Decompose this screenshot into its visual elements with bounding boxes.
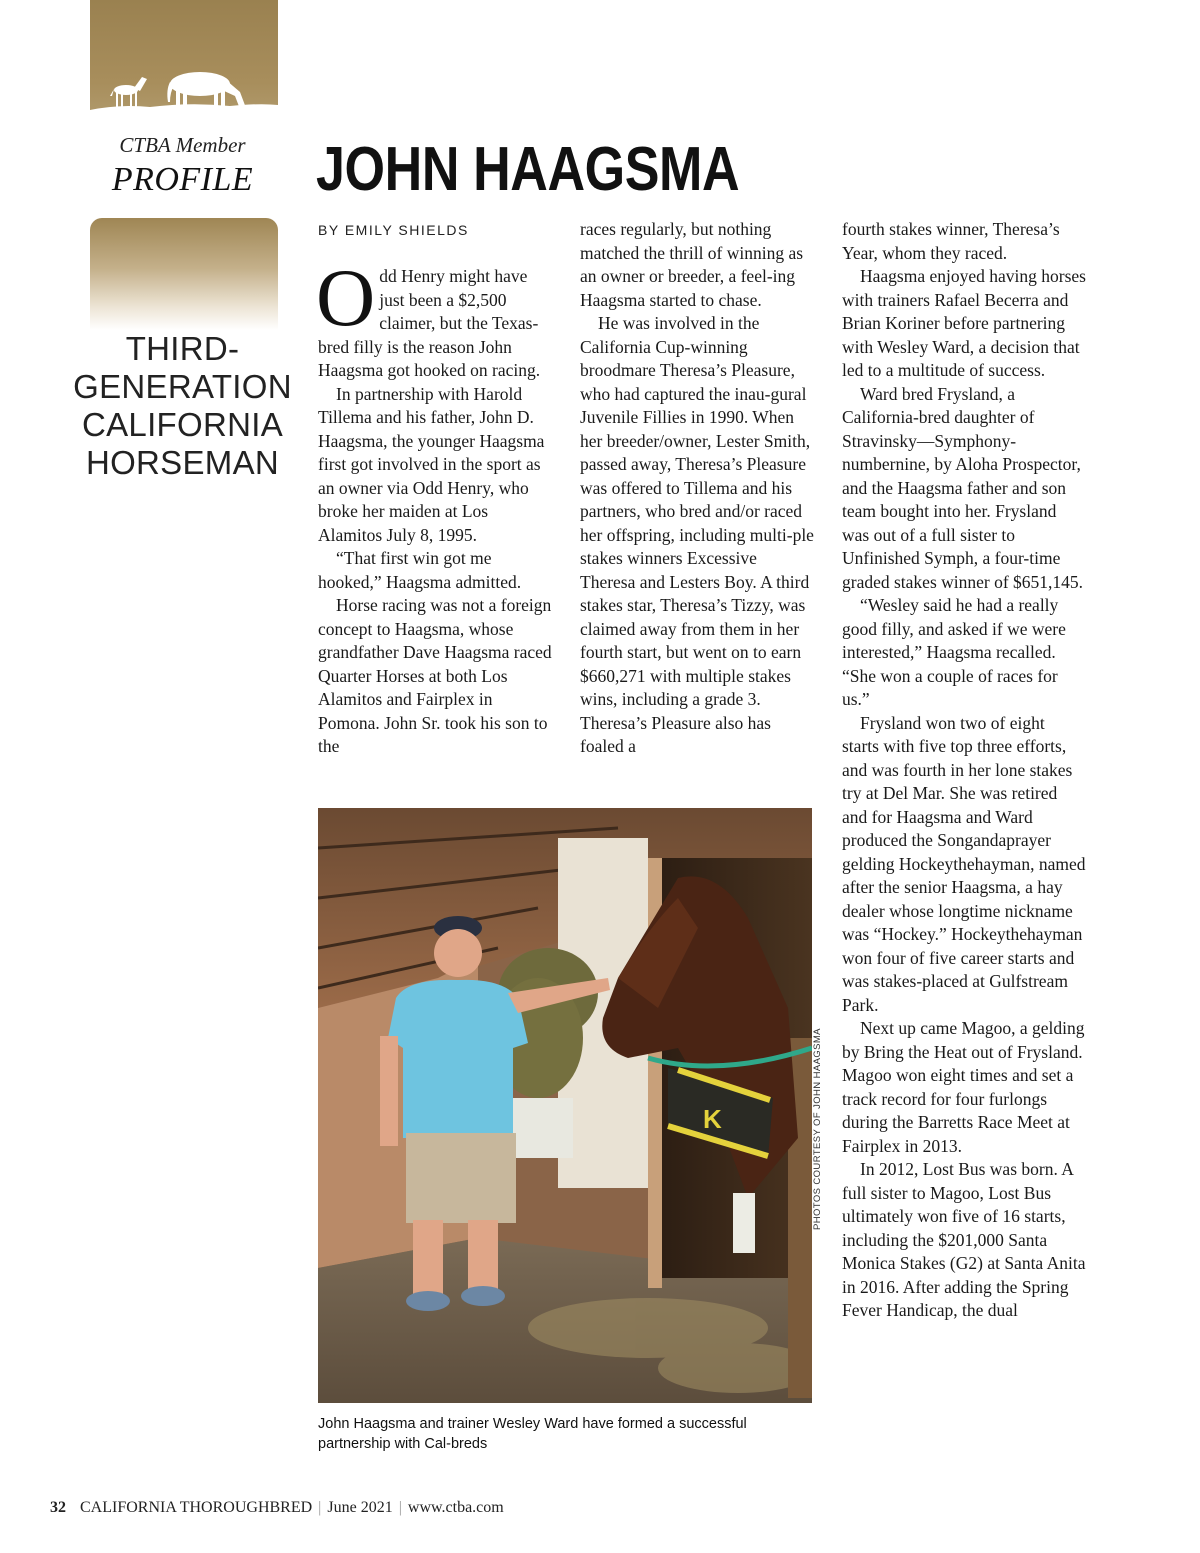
sidebar-title-line: CALIFORNIA	[81, 406, 284, 443]
sidebar-title-line: HORSEMAN	[85, 444, 280, 481]
horses-mare-foal-icon	[90, 60, 278, 118]
footer-separator: |	[318, 1499, 322, 1516]
article-paragraph: Ward bred Frysland, a California-bred daughter of Stravinsky—Symphony-numbernine, by Aloha Prospector, and the Haagsma father and son team bought into her. Frysland was out of a full sister to Unfinished Symph, a four-time graded stakes winner of $651,145.	[842, 383, 1084, 592]
photo-caption: John Haagsma and trainer Wesley Ward have formed a successful partnership with Cal-breds	[318, 1416, 747, 1452]
website-link[interactable]: www.ctba.com	[407, 1499, 504, 1516]
article-column-1	[316, 252, 554, 759]
footer-separator: |	[398, 1499, 402, 1516]
blanket-letter: K	[703, 1104, 722, 1134]
sidebar-title-line: THIRD-	[125, 330, 240, 367]
article-column-2	[580, 218, 816, 759]
page-number: 32	[50, 1499, 66, 1516]
article-paragraph: He was involved in the California Cup-winning broodmare Theresa’s Pleasure, who had captured the inau-gural Juvenile Fillies in 1990. When her breeder/owner, Lester Smith, passed away, Theresa’s Pleasure was offered to Tillema and his partners, who bred and/or raced her offspring, including multi-ple stakes winners Excessive Theresa and Lesters Boy. A third stakes star, Theresa’s Tizzy, was claimed away from them in her fourth start, but went on to earn $660,271 with multiple stakes wins, including a grade 3. Theresa’s Pleasure also has foaled a	[580, 313, 814, 756]
article-paragraph: In partnership with Harold Tillema and his father, John D. Haagsma, the younger Haagsma first got involved in the sport as an owner via Odd Henry, who broke her maiden at Los Alamitos July 8, 1995.	[318, 383, 545, 545]
article-paragraph: In 2012, Lost Bus was born. A full sister to Magoo, Lost Bus ultimately won five of 16 starts, including the $201,000 Santa Monica Stakes (G2) at Santa Anita in 2016. After adding the Spring Fever Handicap, the dual	[842, 1159, 1086, 1320]
sidebar-title	[60, 330, 305, 482]
article-photo	[318, 808, 812, 1403]
article-paragraph: fourth stakes winner, Theresa’s Year, whom they raced.	[842, 219, 1060, 263]
page-footer	[50, 1499, 504, 1517]
drop-cap: O	[316, 252, 376, 343]
barn-photo-illustration	[318, 808, 812, 1403]
article-paragraph: “Wesley said he had a really good filly, and asked if we were interested,” Haagsma recalled. “She won a couple of races for us.”	[842, 595, 1066, 709]
section-label: PROFILE	[111, 161, 254, 198]
article-column-3	[842, 218, 1086, 1323]
section-kicker: CTBA Member	[119, 133, 246, 157]
article-paragraph: Next up came Magoo, a gelding by Bring the Heat out of Frysland. Magoo won eight times and set a track record for four furlongs during the Barretts Race Meet at Fairplex in 2013.	[842, 1018, 1085, 1156]
article-paragraph: Horse racing was not a foreign concept to Haagsma, whose grandfather Dave Haagsma raced Quarter Horses at both Los Alamitos and Fairplex in Pomona. John Sr. took his son to the	[318, 595, 552, 756]
article-paragraph: races regularly, but nothing matched the thrill of winning as an owner or breeder, a feel-ing Haagsma started to chase.	[580, 219, 804, 310]
header-tab	[90, 0, 278, 118]
magazine-name: CALIFORNIA THOROUGHBRED	[80, 1499, 313, 1516]
sidebar-decoration	[90, 218, 278, 330]
article-paragraph: Frysland won two of eight starts with five top three efforts, and was fourth in her lone stakes try at Del Mar. She was retired and for Haagsma and Ward produced the Songandaprayer gelding Hockeythehayman, named after the senior Haagsma, a hay dealer whose longtime nickname was “Hockey.” Hockeythehayman won four of five career starts and was stakes-placed at Gulfstream Park.	[842, 712, 1086, 1015]
photo-credit: PHOTOS COURTESY OF JOHN HAAGSMA	[812, 1028, 823, 1230]
sidebar-title-line: GENERATION	[73, 368, 292, 405]
article-paragraph: “That first win got me hooked,” Haagsma admitted.	[318, 548, 522, 592]
article-paragraph: Odd Henry might have just been a $2,500 claimer, but the Texas-bred filly is the reason John Haagsma got hooked on racing.	[316, 252, 541, 380]
article-paragraph: Haagsma enjoyed having horses with trainers Rafael Becerra and Brian Koriner before partnering with Wesley Ward, a decision that led to a multitude of success.	[842, 266, 1086, 380]
issue-date: June 2021	[327, 1499, 393, 1516]
article-headline: JOHN HAAGSMA	[316, 135, 740, 204]
byline: BY EMILY SHIELDS	[318, 222, 469, 238]
